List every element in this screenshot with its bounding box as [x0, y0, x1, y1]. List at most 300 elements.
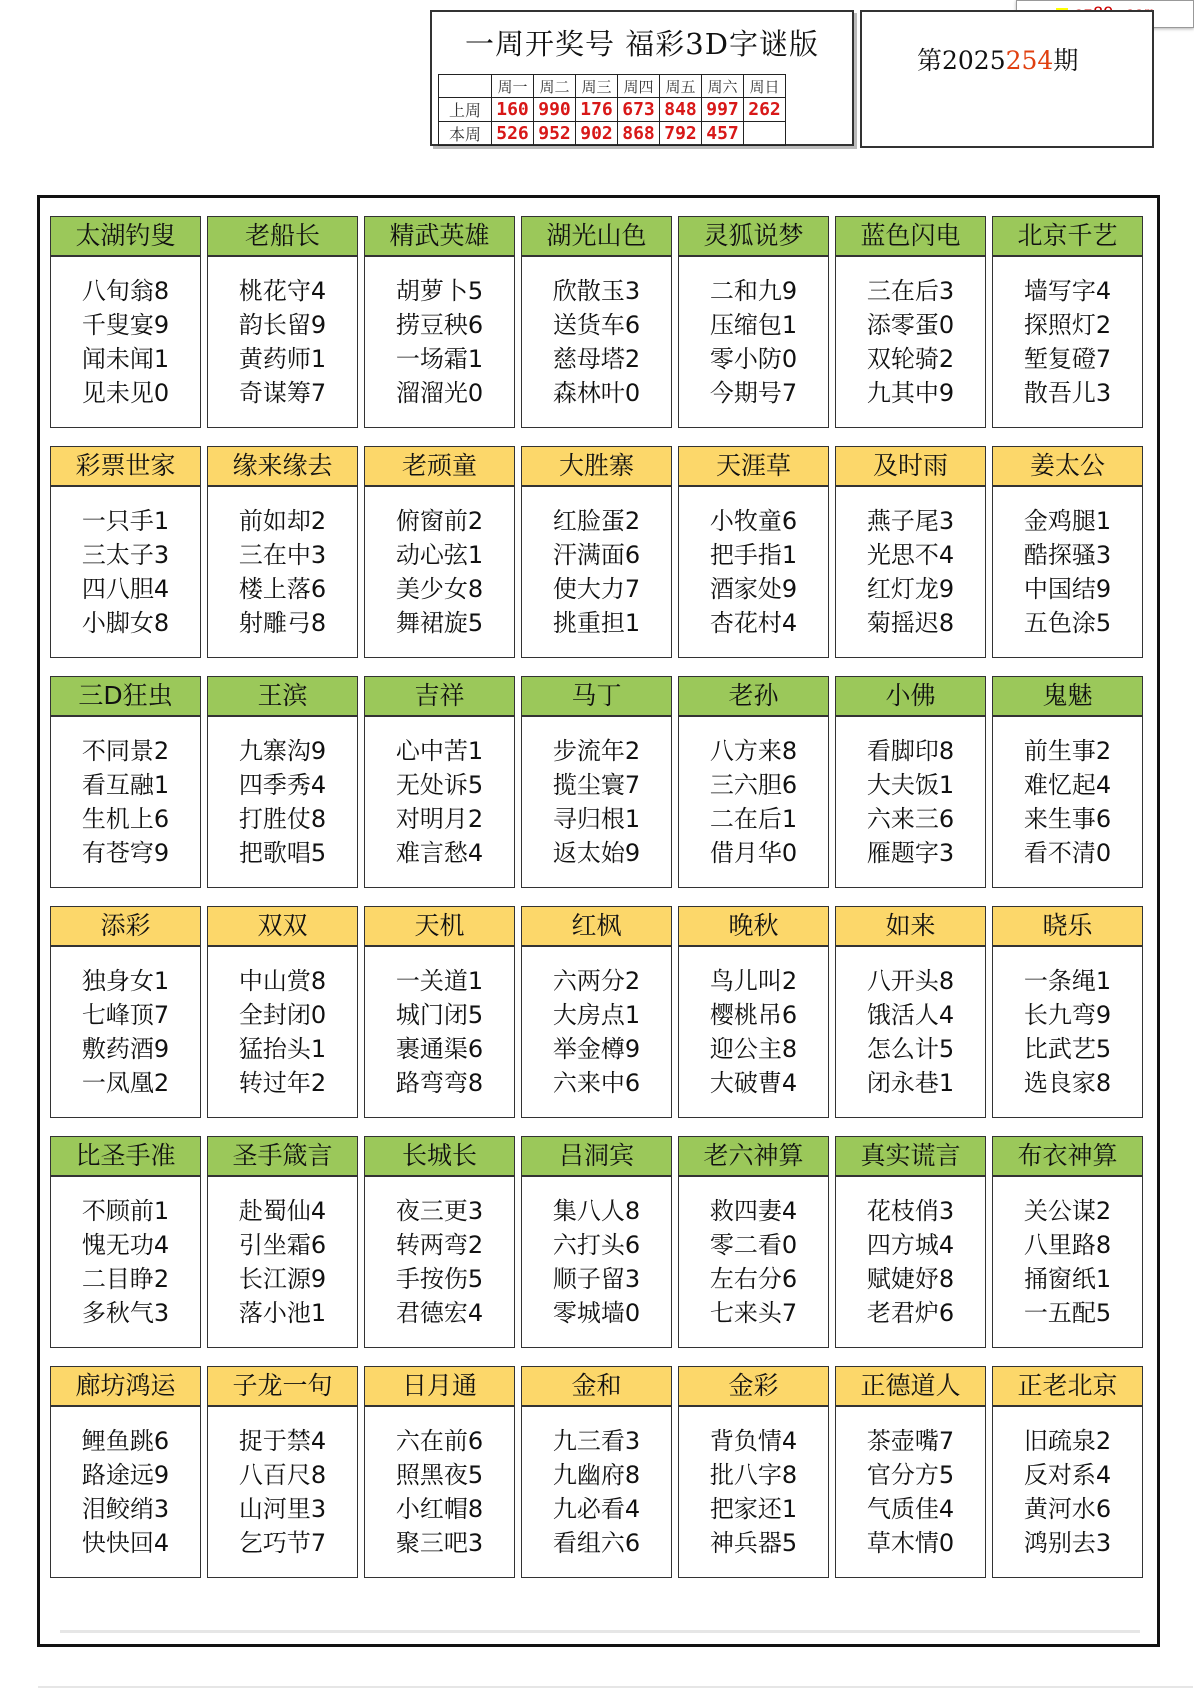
puzzle-line: 比武艺5 — [1023, 1035, 1112, 1063]
card-body — [521, 1176, 672, 1348]
puzzle-line: 五色涂5 — [1023, 609, 1112, 637]
puzzle-line: 大破曹4 — [709, 1069, 798, 1097]
puzzle-line: 手按伤5 — [395, 1265, 484, 1293]
puzzle-line: 把手指1 — [709, 541, 798, 569]
card-author: 小佛 — [835, 676, 986, 716]
puzzle-card — [835, 1136, 986, 1348]
puzzle-line: 九必看4 — [552, 1495, 641, 1523]
card-body — [364, 486, 515, 658]
lottery-table — [438, 74, 786, 146]
puzzle-card — [521, 216, 672, 428]
puzzle-card — [50, 446, 201, 658]
card-body — [521, 946, 672, 1118]
puzzle-line: 敷药酒9 — [81, 1035, 170, 1063]
day-header: 周六 — [702, 75, 744, 98]
card-author: 双双 — [207, 906, 358, 946]
card-author: 廊坊鸿运 — [50, 1366, 201, 1406]
puzzle-line: 雁题字3 — [866, 839, 955, 867]
puzzle-line: 大房点1 — [552, 1001, 641, 1029]
puzzle-card — [678, 1136, 829, 1348]
card-author: 添彩 — [50, 906, 201, 946]
puzzle-line: 千叟宴9 — [81, 311, 170, 339]
puzzle-card — [364, 906, 515, 1118]
card-author: 精武英雄 — [364, 216, 515, 256]
card-author: 金彩 — [678, 1366, 829, 1406]
puzzle-card — [50, 676, 201, 888]
puzzle-line: 无处诉5 — [395, 771, 484, 799]
puzzle-line: 不顾前1 — [81, 1197, 170, 1225]
puzzle-card — [835, 676, 986, 888]
puzzle-line: 七来头7 — [709, 1299, 798, 1327]
puzzle-card — [835, 906, 986, 1118]
puzzle-line: 捞豆秧6 — [395, 311, 484, 339]
puzzle-line: 路弯弯8 — [395, 1069, 484, 1097]
puzzle-line: 九幽府8 — [552, 1461, 641, 1489]
puzzle-card — [207, 1366, 358, 1578]
puzzle-line: 借月华0 — [709, 839, 798, 867]
puzzle-line: 挑重担1 — [552, 609, 641, 637]
puzzle-card — [50, 906, 201, 1118]
puzzle-line: 送货车6 — [552, 311, 641, 339]
card-body — [678, 1176, 829, 1348]
puzzle-card — [521, 676, 672, 888]
draw-number: 792 — [660, 122, 702, 146]
puzzle-line: 把歌唱5 — [238, 839, 327, 867]
draw-number: 526 — [492, 122, 534, 146]
puzzle-line: 九其中9 — [866, 379, 955, 407]
card-body — [50, 716, 201, 888]
puzzle-line: 旧疏泉2 — [1023, 1427, 1112, 1455]
card-body — [521, 1406, 672, 1578]
draw-number: 990 — [534, 98, 576, 122]
puzzle-line: 不同景2 — [81, 737, 170, 765]
puzzle-card — [207, 1136, 358, 1348]
puzzle-line: 小红帽8 — [395, 1495, 484, 1523]
puzzle-line: 溜溜光0 — [395, 379, 484, 407]
lottery-corner-cell — [439, 75, 492, 98]
card-author: 金和 — [521, 1366, 672, 1406]
puzzle-line: 中国结9 — [1023, 575, 1112, 603]
puzzle-line: 六两分2 — [552, 967, 641, 995]
puzzle-line: 二目睁2 — [81, 1265, 170, 1293]
card-author: 日月通 — [364, 1366, 515, 1406]
puzzle-line: 三太子3 — [81, 541, 170, 569]
card-body — [521, 486, 672, 658]
card-body — [678, 256, 829, 428]
puzzle-line: 菊摇迟8 — [866, 609, 955, 637]
day-header: 周一 — [492, 75, 534, 98]
puzzle-line: 九三看3 — [552, 1427, 641, 1455]
card-body — [521, 716, 672, 888]
puzzle-line: 救四妻4 — [709, 1197, 798, 1225]
card-body — [835, 1176, 986, 1348]
puzzle-line: 奇谋筹7 — [238, 379, 327, 407]
puzzle-line: 裹通渠6 — [395, 1035, 484, 1063]
puzzle-line: 闻未闻1 — [81, 345, 170, 373]
draw-number: 457 — [702, 122, 744, 146]
card-author: 晚秋 — [678, 906, 829, 946]
puzzle-line: 零城墙0 — [552, 1299, 641, 1327]
puzzle-line: 墙写字4 — [1023, 277, 1112, 305]
card-author: 天机 — [364, 906, 515, 946]
card-author: 王滨 — [207, 676, 358, 716]
puzzle-card — [364, 446, 515, 658]
puzzle-line: 闭永巷1 — [866, 1069, 955, 1097]
draw-number: 848 — [660, 98, 702, 122]
card-body — [364, 1406, 515, 1578]
card-body — [50, 256, 201, 428]
puzzle-line: 反对系4 — [1023, 1461, 1112, 1489]
puzzle-card — [364, 216, 515, 428]
puzzle-line: 泪鲛绡3 — [81, 1495, 170, 1523]
puzzle-line: 黄河水6 — [1023, 1495, 1112, 1523]
puzzle-line: 八开头8 — [866, 967, 955, 995]
draw-number — [744, 122, 786, 146]
puzzle-line: 快快回4 — [81, 1529, 170, 1557]
puzzle-line: 汗满面6 — [552, 541, 641, 569]
puzzle-line: 愧无功4 — [81, 1231, 170, 1259]
card-author: 马丁 — [521, 676, 672, 716]
puzzle-line: 三六胆6 — [709, 771, 798, 799]
puzzle-line: 返太始9 — [552, 839, 641, 867]
card-body — [207, 486, 358, 658]
puzzle-line: 堑复磴7 — [1023, 345, 1112, 373]
puzzle-line: 慈母塔2 — [552, 345, 641, 373]
puzzle-line: 八百尺8 — [238, 1461, 327, 1489]
puzzle-line: 小牧童6 — [709, 507, 798, 535]
puzzle-line: 见未见0 — [81, 379, 170, 407]
puzzle-card — [207, 906, 358, 1118]
puzzle-line: 集八人8 — [552, 1197, 641, 1225]
card-author: 长城长 — [364, 1136, 515, 1176]
this-week-row — [439, 122, 786, 146]
puzzle-line: 夜三更3 — [395, 1197, 484, 1225]
card-author: 布衣神算 — [992, 1136, 1143, 1176]
puzzle-line: 二在后1 — [709, 805, 798, 833]
puzzle-line: 老君炉6 — [866, 1299, 955, 1327]
puzzle-card — [50, 1366, 201, 1578]
puzzle-line: 难忆起4 — [1023, 771, 1112, 799]
card-author: 红枫 — [521, 906, 672, 946]
puzzle-line: 使大力7 — [552, 575, 641, 603]
day-header: 周日 — [744, 75, 786, 98]
card-body — [364, 946, 515, 1118]
puzzle-line: 添零蛋0 — [866, 311, 955, 339]
puzzle-card — [678, 216, 829, 428]
card-body — [992, 1176, 1143, 1348]
puzzle-line: 独身女1 — [81, 967, 170, 995]
puzzle-line: 引坐霜6 — [238, 1231, 327, 1259]
puzzle-line: 揽尘寰7 — [552, 771, 641, 799]
card-body — [835, 486, 986, 658]
card-body — [835, 1406, 986, 1578]
puzzle-line: 聚三吧3 — [395, 1529, 484, 1557]
card-author: 晓乐 — [992, 906, 1143, 946]
puzzle-line: 杏花村4 — [709, 609, 798, 637]
card-author: 吕洞宾 — [521, 1136, 672, 1176]
puzzle-line: 樱桃吊6 — [709, 1001, 798, 1029]
puzzle-card — [992, 1136, 1143, 1348]
card-body — [50, 1406, 201, 1578]
puzzle-line: 气质佳4 — [866, 1495, 955, 1523]
puzzle-line: 射雕弓8 — [238, 609, 327, 637]
puzzle-line: 八里路8 — [1023, 1231, 1112, 1259]
day-header: 周三 — [576, 75, 618, 98]
card-author: 比圣手准 — [50, 1136, 201, 1176]
card-author: 真实谎言 — [835, 1136, 986, 1176]
puzzle-card — [835, 216, 986, 428]
puzzle-line: 看互融1 — [81, 771, 170, 799]
puzzle-line: 生机上6 — [81, 805, 170, 833]
day-header: 周五 — [660, 75, 702, 98]
puzzle-line: 九寨沟9 — [238, 737, 327, 765]
puzzle-line: 六打头6 — [552, 1231, 641, 1259]
puzzle-line: 怎么计5 — [866, 1035, 955, 1063]
card-body — [521, 256, 672, 428]
puzzle-line: 转过年2 — [238, 1069, 327, 1097]
day-header: 周四 — [618, 75, 660, 98]
puzzle-line: 欣散玉3 — [552, 277, 641, 305]
puzzle-line: 赴蜀仙4 — [238, 1197, 327, 1225]
card-author: 太湖钓叟 — [50, 216, 201, 256]
puzzle-line: 看脚印8 — [866, 737, 955, 765]
puzzle-line: 中山赏8 — [238, 967, 327, 995]
lottery-panel — [430, 10, 854, 146]
card-body — [992, 716, 1143, 888]
puzzle-line: 四方城4 — [866, 1231, 955, 1259]
puzzle-card — [521, 446, 672, 658]
issue-number: 254 — [1005, 46, 1054, 75]
puzzle-line: 黄药师1 — [238, 345, 327, 373]
card-body — [50, 946, 201, 1118]
card-author: 湖光山色 — [521, 216, 672, 256]
draw-number: 868 — [618, 122, 660, 146]
draw-number: 902 — [576, 122, 618, 146]
puzzle-line: 官分方5 — [866, 1461, 955, 1489]
puzzle-line: 大夫饭1 — [866, 771, 955, 799]
puzzle-line: 来生事6 — [1023, 805, 1112, 833]
puzzle-line: 饿活人4 — [866, 1001, 955, 1029]
puzzle-card — [992, 216, 1143, 428]
card-body — [50, 1176, 201, 1348]
draw-number: 160 — [492, 98, 534, 122]
puzzle-card — [678, 446, 829, 658]
puzzle-card — [207, 446, 358, 658]
puzzle-line: 捉于禁4 — [238, 1427, 327, 1455]
puzzle-line: 全封闭0 — [238, 1001, 327, 1029]
card-author: 大胜寨 — [521, 446, 672, 486]
card-author: 三D狂虫 — [50, 676, 201, 716]
puzzle-line: 花枝俏3 — [866, 1197, 955, 1225]
card-body — [835, 946, 986, 1118]
puzzle-line: 六来三6 — [866, 805, 955, 833]
puzzle-line: 小脚女8 — [81, 609, 170, 637]
puzzle-line: 前生事2 — [1023, 737, 1112, 765]
puzzle-line: 多秋气3 — [81, 1299, 170, 1327]
card-body — [364, 1176, 515, 1348]
puzzle-line: 关公谋2 — [1023, 1197, 1112, 1225]
puzzle-card — [992, 446, 1143, 658]
puzzle-line: 双轮骑2 — [866, 345, 955, 373]
last-week-row — [439, 98, 786, 122]
lottery-day-row — [439, 75, 786, 98]
puzzle-line: 零二看0 — [709, 1231, 798, 1259]
puzzle-card — [50, 216, 201, 428]
puzzle-card — [678, 1366, 829, 1578]
card-body — [207, 256, 358, 428]
card-body — [678, 716, 829, 888]
puzzle-line: 今期号7 — [709, 379, 798, 407]
puzzle-line: 前如却2 — [238, 507, 327, 535]
puzzle-line: 转两弯2 — [395, 1231, 484, 1259]
puzzle-line: 君德宏4 — [395, 1299, 484, 1327]
card-author: 如来 — [835, 906, 986, 946]
puzzle-line: 把家还1 — [709, 1495, 798, 1523]
puzzle-line: 舞裙旋5 — [395, 609, 484, 637]
puzzle-line: 八方来8 — [709, 737, 798, 765]
issue-prefix: 第2025 — [917, 46, 1006, 75]
card-author: 老顽童 — [364, 446, 515, 486]
card-author: 及时雨 — [835, 446, 986, 486]
issue-label — [917, 41, 1078, 77]
puzzle-card — [678, 676, 829, 888]
card-author: 老船长 — [207, 216, 358, 256]
card-author: 灵狐说梦 — [678, 216, 829, 256]
card-author: 缘来缘去 — [207, 446, 358, 486]
puzzle-line: 举金樽9 — [552, 1035, 641, 1063]
puzzle-line: 红脸蛋2 — [552, 507, 641, 535]
card-author: 彩票世家 — [50, 446, 201, 486]
puzzle-line: 三在中3 — [238, 541, 327, 569]
puzzle-line: 城门闭5 — [395, 1001, 484, 1029]
puzzle-line: 美少女8 — [395, 575, 484, 603]
divider — [38, 1686, 1193, 1688]
puzzle-line: 选良家8 — [1023, 1069, 1112, 1097]
puzzle-line: 八旬翁8 — [81, 277, 170, 305]
puzzle-line: 步流年2 — [552, 737, 641, 765]
puzzle-line: 落小池1 — [238, 1299, 327, 1327]
puzzle-card — [364, 1366, 515, 1578]
puzzle-line: 桃花守4 — [238, 277, 327, 305]
puzzle-line: 山河里3 — [238, 1495, 327, 1523]
puzzle-line: 一五配5 — [1023, 1299, 1112, 1327]
puzzle-line: 批八字8 — [709, 1461, 798, 1489]
puzzle-card — [678, 906, 829, 1118]
card-author: 老六神算 — [678, 1136, 829, 1176]
card-body — [364, 716, 515, 888]
draw-number: 997 — [702, 98, 744, 122]
puzzle-line: 俯窗前2 — [395, 507, 484, 535]
puzzle-line: 楼上落6 — [238, 575, 327, 603]
card-body — [364, 256, 515, 428]
puzzle-card — [50, 1136, 201, 1348]
card-body — [992, 486, 1143, 658]
puzzle-line: 一场霜1 — [395, 345, 484, 373]
puzzle-card — [992, 906, 1143, 1118]
card-body — [207, 716, 358, 888]
puzzle-line: 赋婕妤8 — [866, 1265, 955, 1293]
puzzle-card — [364, 676, 515, 888]
draw-number: 673 — [618, 98, 660, 122]
row-label: 本周 — [439, 122, 492, 146]
issue-suffix: 期 — [1053, 46, 1079, 75]
puzzle-line: 动心弦1 — [395, 541, 484, 569]
puzzle-line: 酒家处9 — [709, 575, 798, 603]
puzzle-line: 鸿别去3 — [1023, 1529, 1112, 1557]
puzzle-line: 猛抬头1 — [238, 1035, 327, 1063]
card-author: 天涯草 — [678, 446, 829, 486]
puzzle-line: 二和九9 — [709, 277, 798, 305]
card-body — [835, 256, 986, 428]
puzzle-line: 左右分6 — [709, 1265, 798, 1293]
puzzle-line: 打胜仗8 — [238, 805, 327, 833]
puzzle-line: 有苍穹9 — [81, 839, 170, 867]
puzzle-grid-frame — [37, 195, 1160, 1647]
puzzle-line: 一关道1 — [395, 967, 484, 995]
puzzle-card — [521, 1366, 672, 1578]
puzzle-card — [521, 1136, 672, 1348]
card-author: 蓝色闪电 — [835, 216, 986, 256]
card-author: 北京千艺 — [992, 216, 1143, 256]
puzzle-line: 对明月2 — [395, 805, 484, 833]
puzzle-line: 茶壶嘴7 — [866, 1427, 955, 1455]
puzzle-line: 酷探骚3 — [1023, 541, 1112, 569]
card-body — [678, 946, 829, 1118]
puzzle-line: 探照灯2 — [1023, 311, 1112, 339]
puzzle-line: 三在后3 — [866, 277, 955, 305]
puzzle-line: 一凤凰2 — [81, 1069, 170, 1097]
day-header: 周二 — [534, 75, 576, 98]
card-author: 吉祥 — [364, 676, 515, 716]
puzzle-card — [207, 216, 358, 428]
puzzle-line: 四八胆4 — [81, 575, 170, 603]
card-author: 圣手箴言 — [207, 1136, 358, 1176]
puzzle-line: 寻归根1 — [552, 805, 641, 833]
puzzle-line: 看组六6 — [552, 1529, 641, 1557]
puzzle-line: 六来中6 — [552, 1069, 641, 1097]
card-author: 鬼魅 — [992, 676, 1143, 716]
puzzle-line: 神兵器5 — [709, 1529, 798, 1557]
puzzle-line: 鲤鱼跳6 — [81, 1427, 170, 1455]
puzzle-line: 草木情0 — [866, 1529, 955, 1557]
card-body — [50, 486, 201, 658]
puzzle-line: 鸟儿叫2 — [709, 967, 798, 995]
card-body — [207, 1176, 358, 1348]
puzzle-line: 散吾儿3 — [1023, 379, 1112, 407]
puzzle-line: 四季秀4 — [238, 771, 327, 799]
puzzle-line: 长九弯9 — [1023, 1001, 1112, 1029]
puzzle-line: 长江源9 — [238, 1265, 327, 1293]
puzzle-line: 六在前6 — [395, 1427, 484, 1455]
card-author: 老孙 — [678, 676, 829, 716]
puzzle-line: 背负情4 — [709, 1427, 798, 1455]
puzzle-line: 红灯龙9 — [866, 575, 955, 603]
puzzle-line: 照黑夜5 — [395, 1461, 484, 1489]
puzzle-line: 森林叶0 — [552, 379, 641, 407]
draw-number: 176 — [576, 98, 618, 122]
card-author: 子龙一句 — [207, 1366, 358, 1406]
page-title: 一周开奖号 福彩3D字谜版 — [465, 27, 819, 61]
puzzle-line: 压缩包1 — [709, 311, 798, 339]
puzzle-line: 燕子尾3 — [866, 507, 955, 535]
puzzle-line: 一条绳1 — [1023, 967, 1112, 995]
card-author: 正德道人 — [835, 1366, 986, 1406]
puzzle-card — [364, 1136, 515, 1348]
puzzle-card — [992, 676, 1143, 888]
card-author: 姜太公 — [992, 446, 1143, 486]
puzzle-line: 乞巧节7 — [238, 1529, 327, 1557]
puzzle-line: 看不清0 — [1023, 839, 1112, 867]
